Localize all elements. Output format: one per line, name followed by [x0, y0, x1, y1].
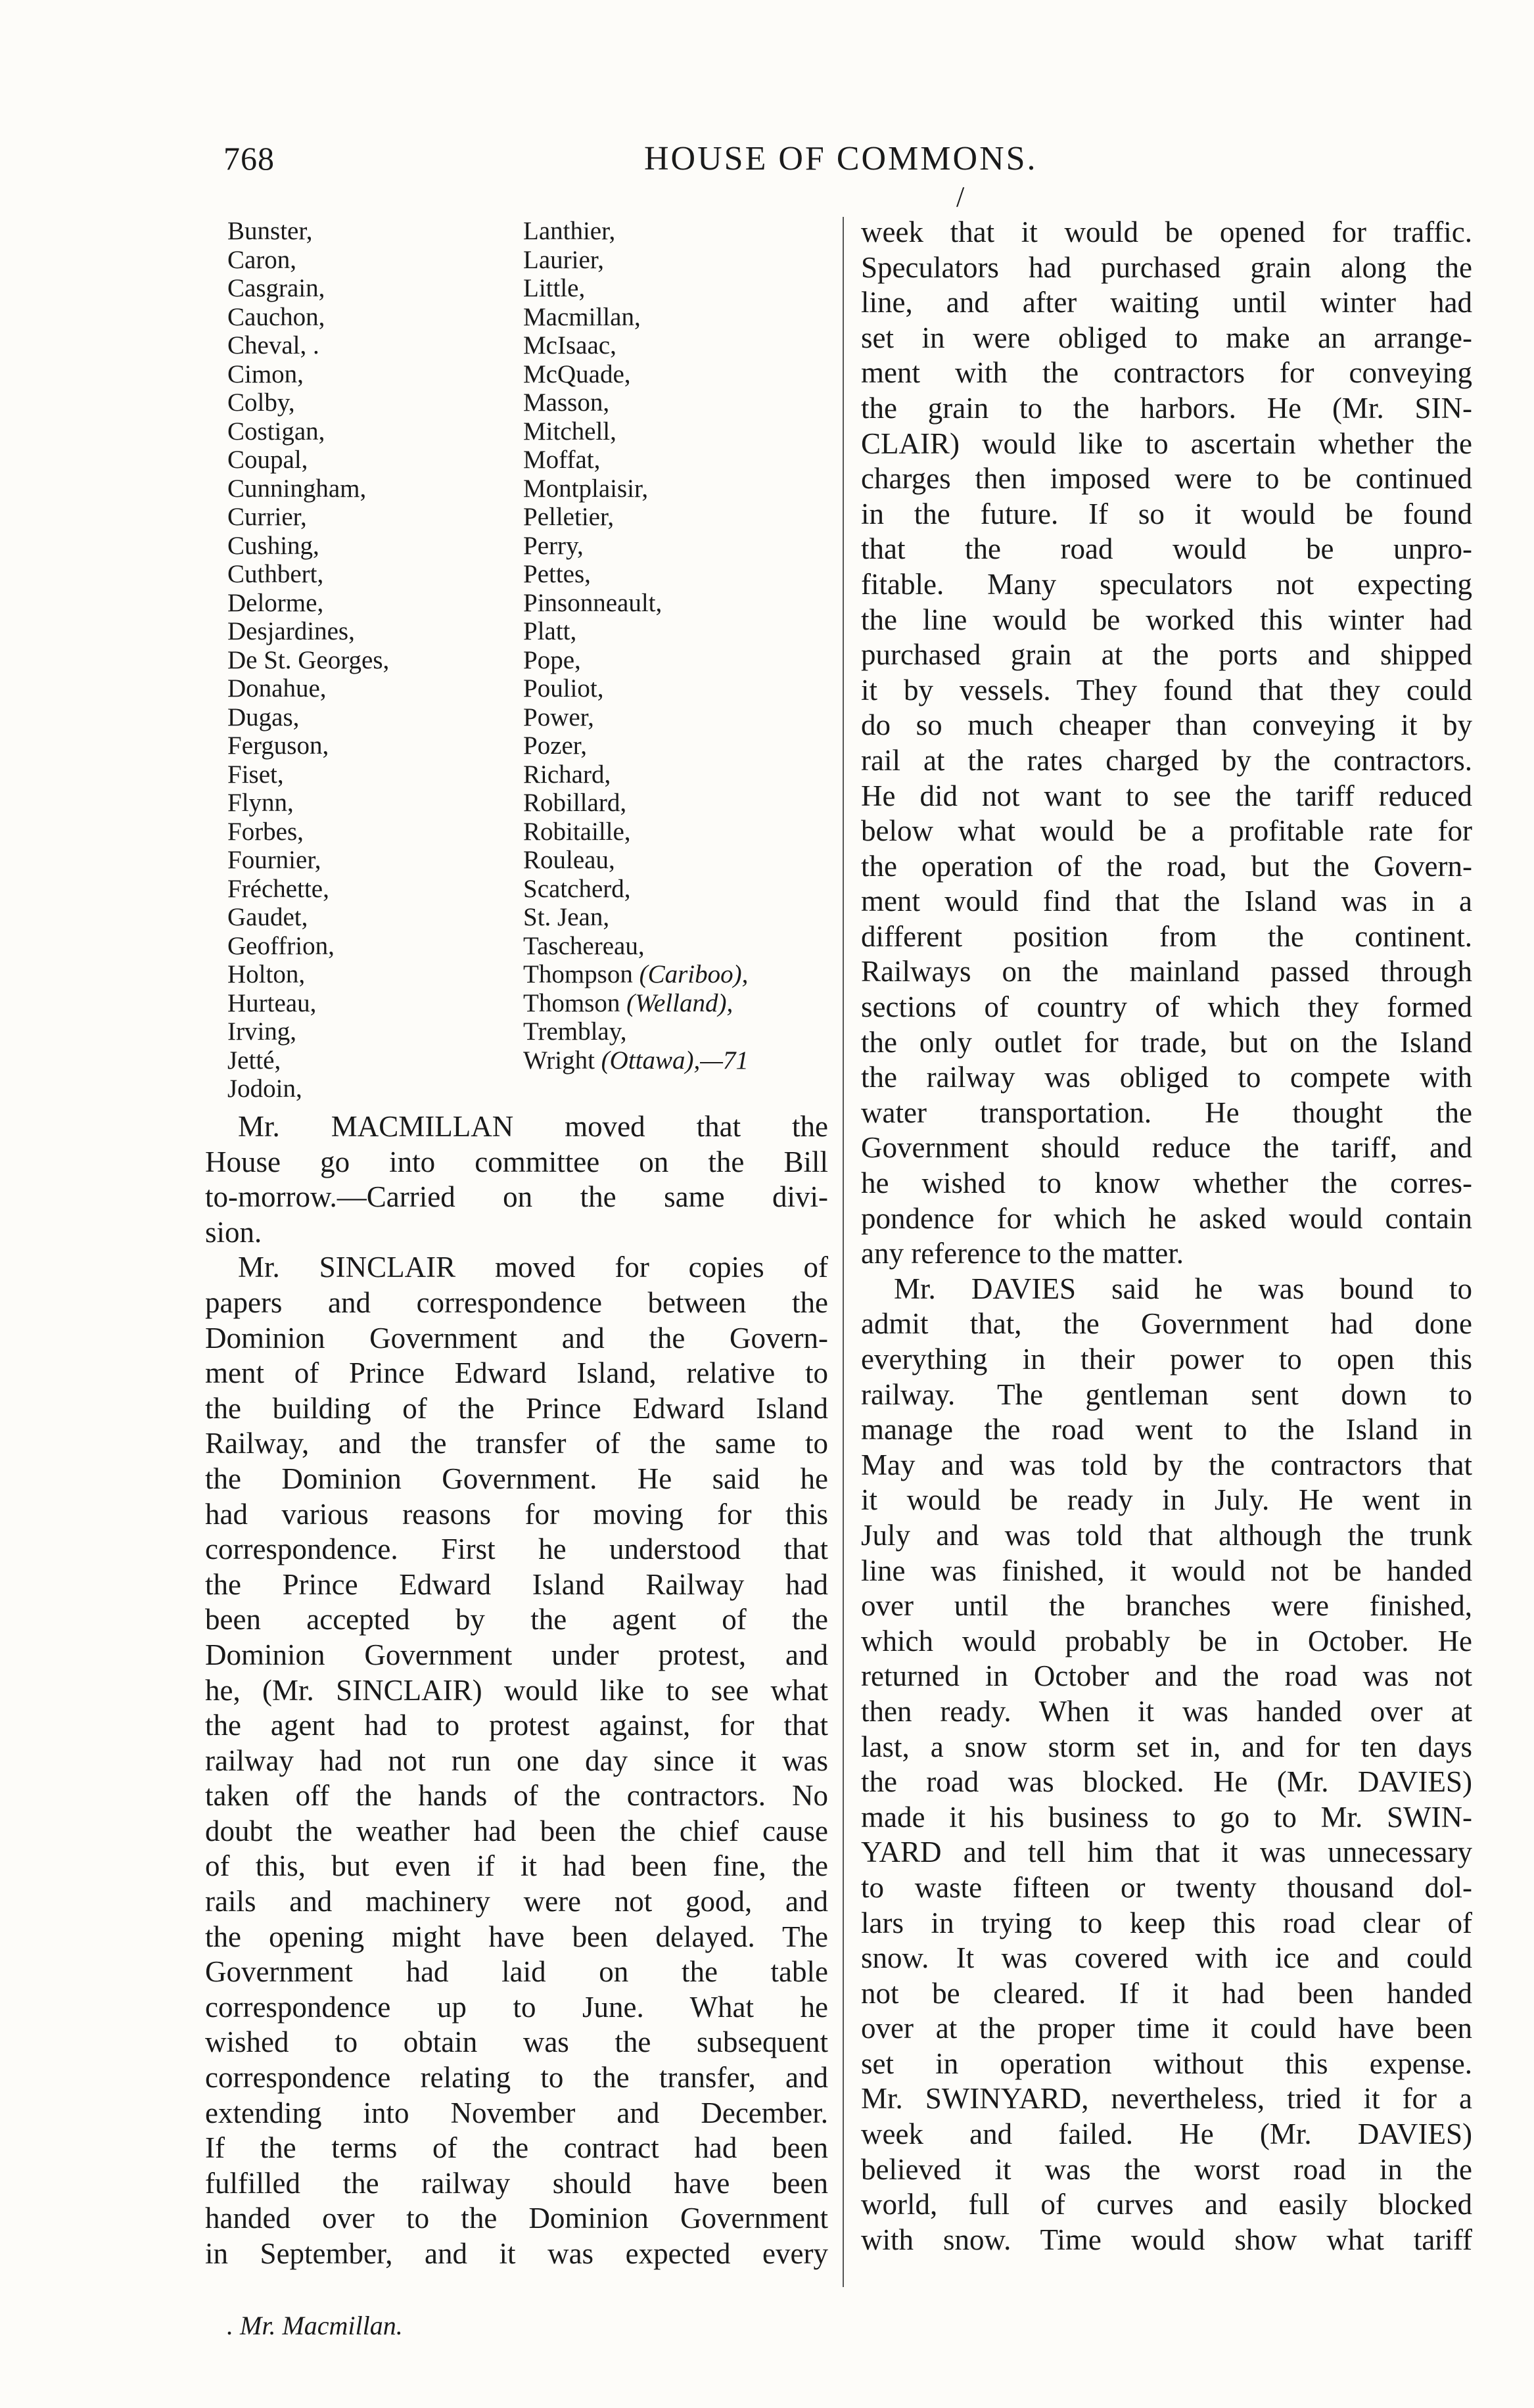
text-line: the grain to the harbors. He (Mr. SIN-: [861, 391, 1472, 425]
text-line: snow. It was covered with ice and could: [861, 1941, 1472, 1975]
text-line: believed it was the worst road in the: [861, 2152, 1472, 2186]
text-line: to-morrow.—Carried on the same divi-: [205, 1180, 828, 1214]
text-line: over until the branches were finished,: [861, 1589, 1472, 1623]
division-name: Robillard,: [523, 789, 627, 817]
member-name: Thomson: [523, 988, 627, 1017]
text-line: rails and machinery were not good, and: [205, 1885, 828, 1918]
text-line: Railway, and the transfer of the same to: [205, 1427, 828, 1460]
column-rule: [843, 217, 844, 2287]
text-line: correspondence relating to the transfer, and: [205, 2061, 828, 2095]
text-line: line was finished, it would not be handed: [861, 1554, 1472, 1587]
division-name: [523, 1046, 749, 1075]
text-line: had various reasons for moving for this: [205, 1497, 828, 1531]
division-name: Dugas,: [227, 703, 300, 731]
text-line: line, and after waiting until winter had: [861, 286, 1472, 319]
division-name: Fréchette,: [227, 874, 329, 903]
division-name: Fiset,: [227, 760, 284, 789]
division-name: Flynn,: [227, 789, 294, 817]
text-line: He did not want to see the tariff reduced: [861, 779, 1472, 812]
text-line: handed over to the Dominion Government: [205, 2202, 828, 2235]
text-line: doubt the weather had been the chief cause: [205, 1814, 828, 1847]
division-name: Montplaisir,: [523, 474, 649, 503]
division-name: Lanthier,: [523, 217, 616, 245]
text-line: sion.: [205, 1215, 262, 1249]
right-column-text: [861, 215, 1472, 2258]
division-name: Robitaille,: [523, 817, 631, 846]
division-name: Pouliot,: [523, 674, 604, 703]
text-line: any reference to the matter.: [861, 1237, 1184, 1270]
text-line: world, full of curves and easily blocked: [861, 2188, 1472, 2221]
page-header: [223, 139, 1472, 213]
division-name: Power,: [523, 703, 594, 731]
division-name: De St. Georges,: [227, 645, 390, 674]
text-line: set in operation without this expense.: [861, 2047, 1472, 2080]
division-name: Gaudet,: [227, 903, 308, 931]
division-name: Cunningham,: [227, 474, 367, 503]
text-line: taken off the hands of the contractors. No: [205, 1779, 828, 1813]
text-line: railway had not run one day since it was: [205, 1744, 828, 1777]
text-line: the opening might have been delayed. The: [205, 1920, 828, 1953]
division-name: Little,: [523, 274, 586, 302]
division-name: Desjardines,: [227, 617, 355, 645]
footer-note: . Mr. Macmillan.: [227, 2311, 403, 2340]
division-name: Tremblay,: [523, 1017, 627, 1046]
text-line: Dominion Government under protest, and: [205, 1638, 828, 1671]
text-line: rail at the rates charged by the contractors.: [861, 743, 1472, 777]
division-name: St. Jean,: [523, 903, 610, 931]
text-line: water transportation. He thought the: [861, 1096, 1472, 1129]
division-name: Cheval, .: [227, 331, 319, 359]
text-line: the railway was obliged to compete with: [861, 1061, 1472, 1094]
division-name: Hurteau,: [227, 988, 317, 1017]
text-line: in September, and it was expected every: [205, 2237, 828, 2270]
text-line: the only outlet for trade, but on the Island: [861, 1025, 1472, 1059]
division-name: Cauchon,: [227, 302, 325, 331]
text-line: last, a snow storm set in, and for ten days: [861, 1730, 1472, 1763]
division-name: Pozer,: [523, 731, 587, 760]
division-name: Holton,: [227, 960, 306, 988]
text-line: set in were obliged to make an arrange-: [861, 321, 1472, 354]
division-name: Colby,: [227, 388, 295, 417]
text-line: wished to obtain was the subsequent: [205, 2026, 828, 2059]
text-line: May and was told by the contractors that: [861, 1448, 1472, 1481]
text-line: the line would be worked this winter had: [861, 603, 1472, 636]
division-name: [523, 989, 749, 1018]
text-line: admit that, the Government had done: [861, 1307, 1472, 1341]
riding-name: (Welland),: [626, 988, 733, 1017]
division-name: Masson,: [523, 388, 610, 417]
text-line: ment would find that the Island was in a: [861, 885, 1472, 918]
division-list-column-1: [227, 217, 389, 1103]
text-line: returned in October and the road was not: [861, 1659, 1472, 1693]
division-name: Pelletier,: [523, 503, 615, 531]
text-line: he wished to know whether the corres-: [861, 1167, 1472, 1200]
division-name: Forbes,: [227, 817, 304, 846]
division-name: Platt,: [523, 617, 577, 645]
division-name: Jodoin,: [227, 1075, 302, 1103]
text-line: different position from the continent.: [861, 919, 1472, 953]
division-name: Cimon,: [227, 359, 304, 388]
text-line: the building of the Prince Edward Island: [205, 1391, 828, 1425]
text-line: then ready. When it was handed over at: [861, 1694, 1472, 1728]
text-line: Mr. SINCLAIR moved for copies of: [238, 1251, 828, 1284]
division-name: Casgrain,: [227, 274, 325, 302]
division-name: Donahue,: [227, 674, 327, 703]
division-name: Mitchell,: [523, 417, 616, 446]
text-line: railway. The gentleman sent down to: [861, 1378, 1472, 1411]
text-line: House go into committee on the Bill: [205, 1145, 828, 1178]
division-name: Cuthbert,: [227, 560, 324, 588]
text-line: the Prince Edward Island Railway had: [205, 1567, 828, 1601]
division-name: Pettes,: [523, 560, 591, 588]
division-name: Currier,: [227, 503, 307, 531]
text-line: which would probably be in October. He: [861, 1624, 1472, 1657]
text-line: below what would be a profitable rate for: [861, 814, 1472, 848]
text-line: YARD and tell him that it was unnecessary: [861, 1836, 1472, 1869]
text-line: the road was blocked. He (Mr. DAVIES): [861, 1765, 1472, 1799]
text-line: correspondence up to June. What he: [205, 1990, 828, 2024]
division-name: Delorme,: [227, 588, 324, 617]
division-name: McIsaac,: [523, 331, 616, 359]
text-line: July and was told that although the trunk: [861, 1518, 1472, 1552]
text-line: charges then imposed were to be continued: [861, 462, 1472, 496]
text-line: the agent had to protest against, for that: [205, 1709, 828, 1742]
text-line: fitable. Many speculators not expecting: [861, 567, 1472, 601]
division-name: Pinsonneault,: [523, 588, 662, 617]
division-name: Scatcherd,: [523, 874, 631, 903]
member-name: Wright: [523, 1046, 601, 1075]
division-name: Fournier,: [227, 846, 321, 874]
page-number: 768: [223, 140, 275, 177]
division-name: Macmillan,: [523, 302, 641, 331]
text-line: it would be ready in July. He went in: [861, 1483, 1472, 1517]
text-line: Speculators had purchased grain along the: [861, 250, 1472, 284]
division-name: [523, 960, 749, 989]
division-name: Perry,: [523, 531, 584, 560]
member-name: Thompson: [523, 960, 639, 988]
text-line: CLAIR) would like to ascertain whether the: [861, 427, 1472, 460]
division-name: Irving,: [227, 1017, 297, 1046]
riding-name: (Ottawa),—71: [601, 1046, 749, 1075]
division-name: Caron,: [227, 245, 297, 274]
text-line: If the terms of the contract had been: [205, 2131, 828, 2165]
stray-mark: /: [956, 181, 965, 213]
text-line: over at the proper time it could have been: [861, 2012, 1472, 2045]
division-name: Coupal,: [227, 446, 308, 474]
text-line: week that it would be opened for traffic.: [861, 216, 1472, 248]
text-line: Government had laid on the table: [205, 1955, 828, 1989]
text-line: not be cleared. If it had been handed: [861, 1976, 1472, 2010]
text-line: that the road would be unpro-: [861, 532, 1472, 566]
text-line: Mr. MACMILLAN moved that the: [238, 1110, 828, 1143]
text-line: papers and correspondence between the: [205, 1285, 828, 1319]
text-line: to waste fifteen or twenty thousand dol-: [861, 1870, 1472, 1904]
text-line: pondence for which he asked would contain: [861, 1201, 1472, 1235]
text-line: Mr. DAVIES said he was bound to: [894, 1272, 1472, 1305]
text-line: it by vessels. They found that they could: [861, 673, 1472, 706]
text-line: Government should reduce the tariff, and: [861, 1131, 1472, 1165]
text-line: purchased grain at the ports and shipped: [861, 638, 1472, 672]
division-list-column-2: [523, 217, 749, 1075]
left-column-text: [205, 1109, 828, 2272]
text-line: Mr. SWINYARD, nevertheless, tried it for a: [861, 2082, 1472, 2116]
text-line: ment with the contractors for conveying: [861, 356, 1472, 390]
text-line: made it his business to go to Mr. SWIN-: [861, 1800, 1472, 1834]
text-line: he, (Mr. SINCLAIR) would like to see what: [205, 1673, 828, 1707]
division-name: Costigan,: [227, 417, 325, 446]
text-line: lars in trying to keep this road clear of: [861, 1906, 1472, 1939]
division-name: Ferguson,: [227, 731, 329, 760]
text-line: sections of country of which they formed: [861, 990, 1472, 1024]
text-line: been accepted by the agent of the: [205, 1603, 828, 1636]
division-name: Cushing,: [227, 531, 319, 560]
division-name: Taschereau,: [523, 931, 645, 960]
text-line: fulfilled the railway should have been: [205, 2166, 828, 2200]
text-line: Dominion Government and the Govern-: [205, 1321, 828, 1354]
division-name: Pope,: [523, 645, 581, 674]
text-line: Railways on the mainland passed through: [861, 955, 1472, 988]
text-line: with snow. Time would show what tariff: [861, 2223, 1472, 2256]
division-name: Geoffrion,: [227, 931, 335, 960]
division-name: Richard,: [523, 760, 611, 789]
text-line: ment of Prince Edward Island, relative to: [205, 1356, 828, 1390]
text-line: the operation of the road, but the Govern-: [861, 849, 1472, 883]
text-line: manage the road went to the Island in: [861, 1413, 1472, 1447]
text-line: of this, but even if it had been fine, the: [205, 1849, 828, 1883]
text-line: in the future. If so it would be found: [861, 497, 1472, 530]
riding-name: (Cariboo),: [639, 960, 749, 988]
text-line: extending into November and December.: [205, 2096, 828, 2129]
text-line: everything in their power to open this: [861, 1343, 1472, 1376]
text-line: the Dominion Government. He said he: [205, 1462, 828, 1495]
division-name: Laurier,: [523, 245, 604, 274]
division-name: Bunster,: [227, 217, 313, 245]
division-name: Rouleau,: [523, 846, 615, 874]
division-name: McQuade,: [523, 359, 631, 388]
text-line: do so much cheaper than conveying it by: [861, 708, 1472, 742]
division-name: Jetté,: [227, 1046, 281, 1075]
running-head: HOUSE OF COMMONS.: [644, 140, 1038, 177]
division-name: Moffat,: [523, 446, 601, 474]
text-line: correspondence. First he understood that: [205, 1533, 828, 1566]
text-line: week and failed. He (Mr. DAVIES): [861, 2118, 1472, 2151]
